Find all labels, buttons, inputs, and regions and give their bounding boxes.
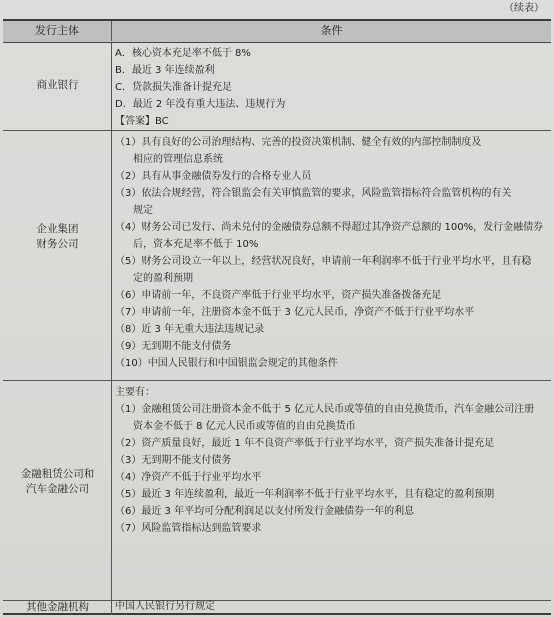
condition-line: 资本金不低于 8 亿元人民币或等值的自由兑换货币 [133,421,356,432]
continued-label: （续表） [504,3,544,14]
condition-line: （4）财务公司已发行、尚未兑付的金融债券总额不得超过其净资产总额的 100%，发行金融债券 [115,222,544,233]
condition-line: （7）申请前一年，注册资本金不低于 3 亿元人民币，净资产不低于行业平均水平 [115,307,475,318]
issuer-name: 其他金融机构 [26,601,89,613]
condition-line: D．最近 2 年没有重大违法、违规行为 [115,99,286,110]
condition-line: （2）具有从事金融债券发行的合格专业人员 [115,171,312,182]
answer-line: 【答案】BC [115,116,169,127]
condition-line: 中国人民银行另行规定 [115,601,215,612]
table-row [3,131,551,381]
bond-issuer-conditions-table [3,19,551,615]
condition-line: 规定 [133,205,153,216]
table-header-row [3,21,551,43]
table-row [3,601,551,615]
condition-line: （1）金融租赁公司注册资本金不低于 5 亿元人民币或等值的自由兑换货币，汽车金融公司注册 [115,404,535,415]
condition-line: （1）具有良好的公司治理结构、完善的投资决策机制、健全有效的内部控制制度及 [115,137,482,148]
conditions-column-header: 条件 [320,24,343,37]
condition-line: （7）风险监管指标达到监管要求 [115,523,262,534]
issuer-name-line-1: 金融租赁公司和 [20,468,95,480]
condition-line: （10）中国人民银行和中国银监会规定的其他条件 [115,358,338,369]
condition-line: C．贷款损失准备计提充足 [115,82,232,93]
issuer-name-line-2: 汽车金融公司 [26,483,89,495]
issuer-name: 商业银行 [36,79,79,91]
issuer-name-line-1: 企业集团 [36,223,79,235]
condition-line: （5）最近 3 年连续盈利，最近一年利润率不低于行业平均水平，且有稳定的盈利预期 [115,489,495,500]
conditions-cell [115,45,545,130]
condition-line: （6）申请前一年，不良资产率低于行业平均水平，资产损失准备拨备充足 [115,290,442,301]
condition-line: （6）最近 3 年平均可分配利润足以支付所发行金融债券一年的利息 [115,506,415,517]
condition-line: （3）依法合规经营，符合银监会有关审慎监管的要求，风险监管指标符合监管机构的有关 [115,188,512,199]
issuer-name-line-2: 财务公司 [36,238,79,250]
conditions-cell [115,134,545,372]
condition-line: （8）近 3 年无重大违法违规记录 [115,324,265,335]
condition-line: B．最近 3 年连续盈利 [115,65,215,76]
conditions-cell [115,599,545,614]
conditions-cell [115,384,545,537]
condition-line: （2）资产质量良好，最近 1 年不良资产率低于行业平均水平，资产损失准备计提充足 [115,438,495,449]
condition-line: 相应的管理信息系统 [133,154,223,165]
condition-line: 定的盈利预期 [133,273,193,284]
condition-line: （5）财务公司设立一年以上，经营状况良好，申请前一年利润率不低于行业平均水平，且有稳 [115,256,532,267]
table-row [3,381,551,601]
condition-line: （4）净资产不低于行业平均水平 [115,472,262,483]
condition-line: A．核心资本充足率不低于 8% [115,48,251,59]
condition-line: （9）无到期不能支付债务 [115,341,232,352]
condition-line: （3）无到期不能支付债务 [115,455,232,466]
condition-line: 后，资本充足率不低于 10% [133,239,259,250]
table-row [3,43,551,131]
issuer-column-header: 发行主体 [3,21,112,41]
condition-line: 主要有： [115,387,155,398]
issuer-cell [3,131,112,380]
